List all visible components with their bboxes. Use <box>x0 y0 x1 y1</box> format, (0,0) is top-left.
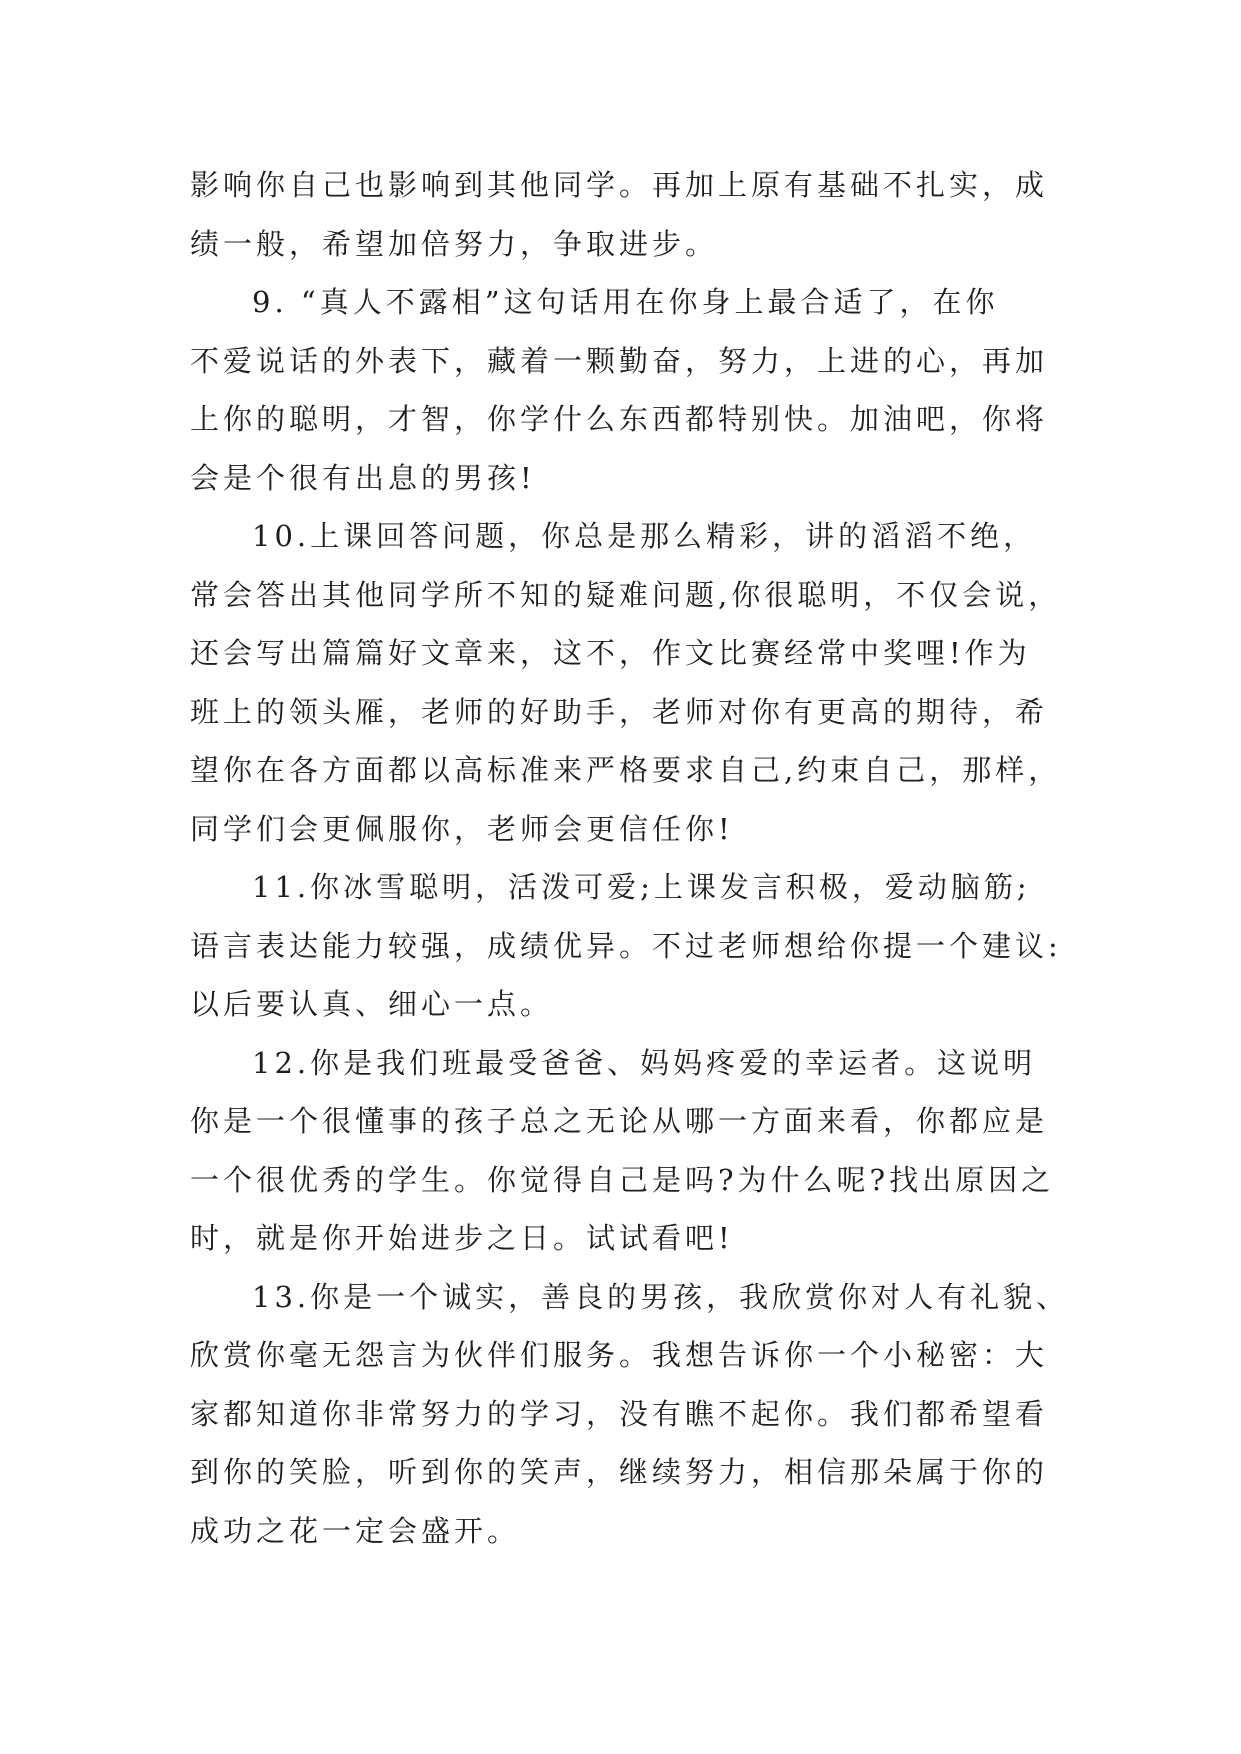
text-line: 欣赏你毫无怨言为伙伴们服务。我想告诉你一个小秘密：大 <box>190 1338 1049 1372</box>
paragraph-item-9 <box>190 273 1050 507</box>
text-line: 班上的领头雁，老师的好助手，老师对你有更高的期待，希 <box>190 694 1049 729</box>
text-line: 你是一个很懂事的孩子总之无论从哪一方面来看，你都应是 <box>190 1104 1049 1138</box>
text-line: 绩一般，希望加倍努力，争取进步。 <box>190 226 719 261</box>
text-line: 常会答出其他同学所不知的疑难问题,你很聪明，不仅会说， <box>190 577 1062 612</box>
text-line: 家都知道你非常努力的学习，没有瞧不起你。我们都希望看 <box>190 1396 1049 1431</box>
text-line: 不爱说话的外表下，藏着一颗勤奋，努力，上进的心，再加 <box>190 343 1049 378</box>
paragraph-continued <box>190 156 1050 273</box>
text-line: 望你在各方面都以高标准来严格要求自己,约束自己，那样， <box>190 753 1062 787</box>
text-line: 会是个很有出息的男孩! <box>190 460 536 495</box>
text-line: 还会写出篇篇好文章来，这不，作文比赛经常中奖哩!作为 <box>190 636 1031 670</box>
text-line: 同学们会更佩服你，老师会更信任你! <box>190 811 734 846</box>
text-line: 10.上课回答问题，你总是那么精彩，讲的滔滔不绝， <box>252 519 1037 553</box>
paragraph-item-10 <box>190 507 1062 858</box>
text-line: 时，就是你开始进步之日。试试看吧! <box>190 1221 734 1255</box>
paragraph-item-13 <box>190 1268 1070 1561</box>
text-line: 语言表达能力较强，成绩优异。不过老师想给你提一个建议: <box>190 928 1062 963</box>
text-line: 11.你冰雪聪明，活泼可爱;上课发言积极，爱动脑筋; <box>252 870 1031 904</box>
text-line: 以后要认真、细心一点。 <box>190 987 554 1021</box>
text-line: 到你的笑脸，听到你的笑声，继续努力，相信那朵属于你的 <box>190 1455 1049 1489</box>
paragraph-item-12 <box>190 1034 1055 1268</box>
text-line: 9. “真人不露相”这句话用在你身上最合适了，在你 <box>252 285 999 319</box>
text-line: 上你的聪明，才智，你学什么东西都特别快。加油吧，你将 <box>190 402 1049 436</box>
text-line: 成功之花一定会盛开。 <box>190 1513 521 1548</box>
text-line: 影响你自己也影响到其他同学。再加上原有基础不扎实，成 <box>190 168 1049 202</box>
text-line: 13.你是一个诚实，善良的男孩，我欣赏你对人有礼貌、 <box>252 1279 1070 1314</box>
text-line: 一个很优秀的学生。你觉得自己是吗?为什么呢?找出原因之 <box>190 1162 1055 1197</box>
paragraph-item-11 <box>190 858 1062 1034</box>
document-body <box>190 156 1070 1560</box>
text-line: 12.你是我们班最受爸爸、妈妈疼爱的幸运者。这说明 <box>252 1045 1037 1080</box>
